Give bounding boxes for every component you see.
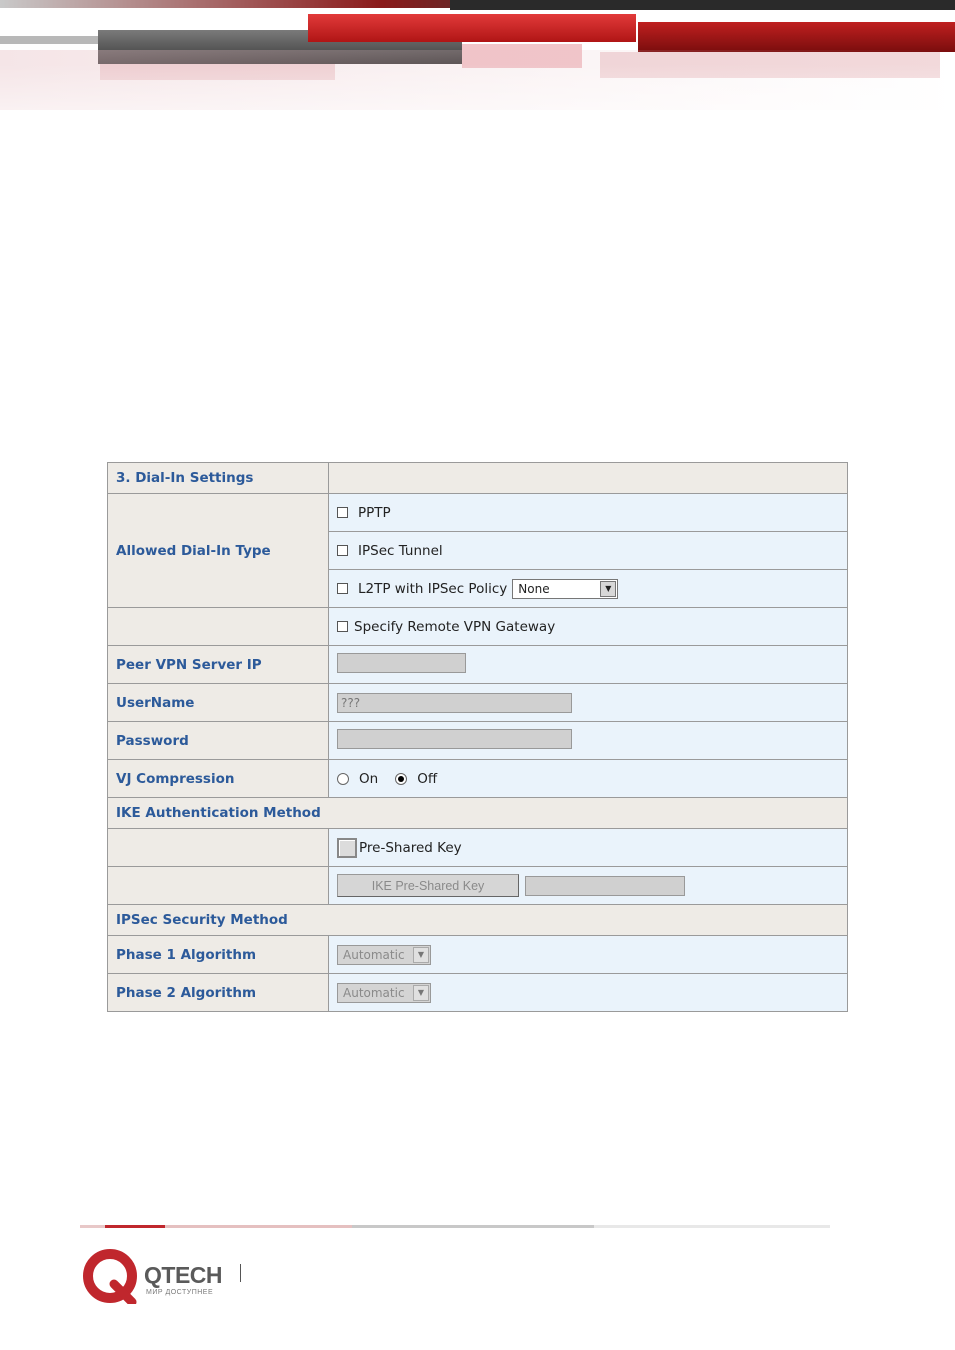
pptp-checkbox[interactable]: [337, 507, 348, 518]
l2tp-label: L2TP with IPSec Policy: [358, 580, 508, 597]
l2tp-policy-select[interactable]: [512, 579, 618, 599]
peer-vpn-input[interactable]: [337, 653, 466, 673]
section-title: IKE Authentication Method: [116, 805, 321, 821]
phase1-row: [329, 936, 848, 974]
ipsec-tunnel-row: [329, 532, 848, 570]
specify-remote-checkbox[interactable]: [337, 621, 348, 632]
peer-vpn-row: [329, 646, 848, 684]
vj-on-label: On: [359, 770, 379, 787]
footer-line: [105, 1225, 165, 1228]
l2tp-row: [329, 570, 848, 608]
section-ike-auth: [108, 798, 848, 829]
l2tp-checkbox[interactable]: [337, 583, 348, 594]
phase1-select[interactable]: [337, 945, 431, 965]
section-dialin-settings: [108, 463, 329, 494]
chevron-down-icon: ▼: [600, 581, 616, 597]
specify-remote-label-cell: [108, 608, 329, 646]
preshared-key-label: Pre-Shared Key: [359, 839, 462, 856]
chevron-down-icon: ▼: [413, 985, 429, 1001]
logo-wordmark: QTECH: [144, 1262, 222, 1288]
username-input[interactable]: ???: [337, 693, 572, 713]
vj-off-radio[interactable]: [395, 773, 407, 785]
pptp-row: [329, 494, 848, 532]
preshared-row: [329, 829, 848, 867]
phase2-label: Phase 2 Algorithm: [108, 974, 329, 1012]
username-row: [329, 684, 848, 722]
vj-on-radio[interactable]: [337, 773, 349, 785]
phase2-select[interactable]: [337, 983, 431, 1003]
pptp-label: PPTP: [358, 504, 391, 521]
chevron-down-icon: ▼: [413, 947, 429, 963]
specify-remote-row: [329, 608, 848, 646]
vj-compression-label: VJ Compression: [108, 760, 329, 798]
footer-line: [165, 1225, 352, 1228]
ike-key-row: [329, 867, 848, 905]
allowed-dialin-type-label: Allowed Dial-In Type: [108, 494, 329, 608]
section-title: IPSec Security Method: [116, 912, 288, 928]
section-dialin-spacer: [329, 463, 848, 494]
ike-preshared-key-button[interactable]: IKE Pre-Shared Key: [337, 874, 519, 897]
ike-key-label-cell: [108, 867, 329, 905]
password-row: [329, 722, 848, 760]
ipsec-tunnel-checkbox[interactable]: [337, 545, 348, 556]
phase2-value: Automatic: [343, 985, 405, 1000]
l2tp-policy-value: None: [518, 581, 550, 596]
footer-line: [594, 1225, 830, 1228]
phase1-label: Phase 1 Algorithm: [108, 936, 329, 974]
footer-line: [352, 1225, 594, 1228]
specify-remote-label: Specify Remote VPN Gateway: [354, 618, 556, 635]
section-ipsec-security: [108, 905, 848, 936]
vj-off-label: Off: [417, 770, 438, 787]
section-title: 3. Dial-In Settings: [116, 470, 254, 486]
password-label: Password: [108, 722, 329, 760]
vj-compression-row: [329, 760, 848, 798]
preshared-key-checkbox[interactable]: [337, 838, 357, 858]
phase2-row: [329, 974, 848, 1012]
header-banner: [0, 0, 955, 160]
password-input[interactable]: [337, 729, 572, 749]
logo-divider: [240, 1264, 241, 1282]
qtech-logo-icon: [82, 1248, 138, 1304]
logo-tagline: МИР ДОСТУПНЕЕ: [146, 1289, 214, 1296]
dialin-settings-table: [107, 462, 848, 1012]
username-label: UserName: [108, 684, 329, 722]
ipsec-tunnel-label: IPSec Tunnel: [358, 542, 443, 559]
peer-vpn-label: Peer VPN Server IP: [108, 646, 329, 684]
ike-preshared-key-input[interactable]: [525, 876, 685, 896]
preshared-label-cell: [108, 829, 329, 867]
phase1-value: Automatic: [343, 947, 405, 962]
footer-line: [80, 1225, 105, 1228]
